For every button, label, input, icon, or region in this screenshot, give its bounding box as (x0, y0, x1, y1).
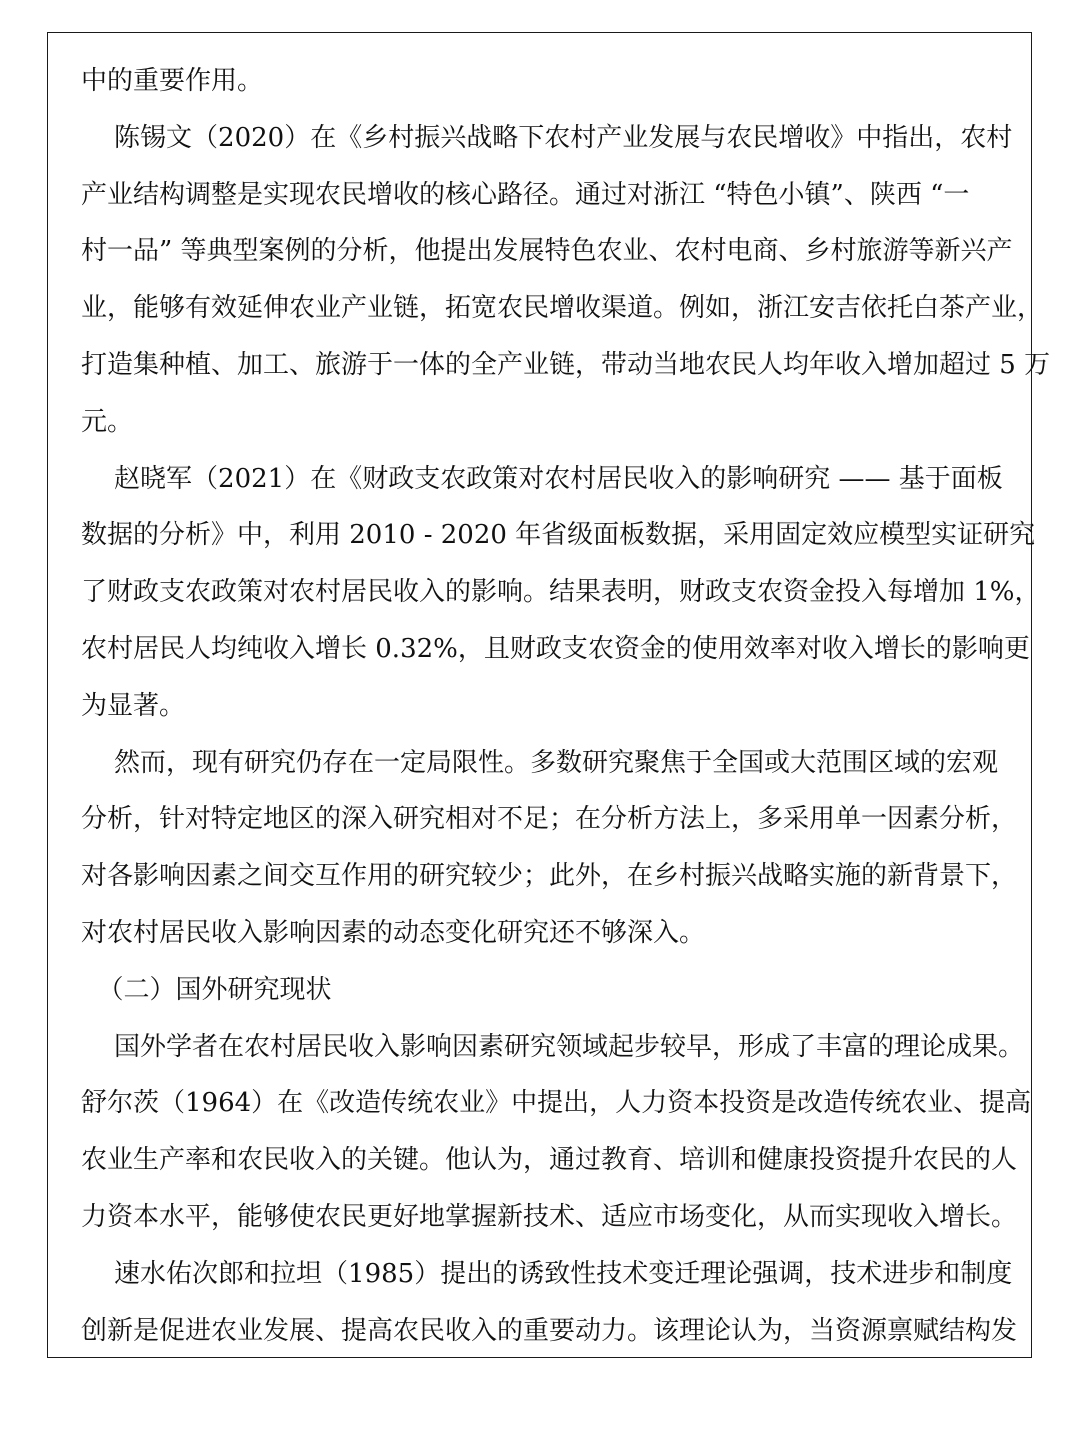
text-line: 为显著。 (81, 690, 186, 721)
text-line: 创新是促进农业发展、提高农民收入的重要动力。该理论认为，当资源禀赋结构发 (81, 1315, 1018, 1346)
text-line: 村一品” 等典型案例的分析，他提出发展特色农业、农村电商、乡村旅游等新兴产 (81, 236, 1013, 267)
section-heading: （二）国外研究现状 (81, 974, 332, 1005)
text-line: 国外学者在农村居民收入影响因素研究领域起步较早，形成了丰富的理论成果。 (81, 1031, 1025, 1062)
text-line: 产业结构调整是实现农民增收的核心路径。通过对浙江 “特色小镇”、陕西 “一 (81, 179, 970, 210)
text-line: 舒尔茨（1964）在《改造传统农业》中提出，人力资本投资是改造传统农业、提高 (81, 1088, 1032, 1119)
text-line: 陈锡文（2020）在《乡村振兴战略下农村产业发展与农民增收》中指出，农村 (81, 122, 1013, 153)
text-line: 分析，针对特定地区的深入研究相对不足；在分析方法上，多采用单一因素分析， (81, 804, 1018, 835)
text-line: 力资本水平，能够使农民更好地掌握新技术、适应市场变化，从而实现收入增长。 (81, 1201, 1018, 1232)
text-line: 对各影响因素之间交互作用的研究较少；此外，在乡村振兴战略实施的新背景下， (81, 861, 1018, 892)
text-line: 了财政支农政策对农村居民收入的影响。结果表明，财政支农资金投入每增加 1%， (81, 577, 1041, 608)
text-line: 数据的分析》中，利用 2010 - 2020 年省级面板数据，采用固定效应模型实证研究 (81, 520, 1036, 551)
text-line: 速水佑次郎和拉坦（1985）提出的诱致性技术变迁理论强调，技术进步和制度 (81, 1258, 1013, 1289)
text-line: 元。 (81, 406, 134, 437)
text-line: 然而，现有研究仍存在一定局限性。多数研究聚焦于全国或大范围区域的宏观 (81, 747, 999, 778)
text-line: 中的重要作用。 (81, 66, 264, 96)
document-body (81, 53, 1051, 1359)
text-line: 农业生产率和农民收入的关键。他认为，通过教育、培训和健康投资提升农民的人 (81, 1145, 1018, 1176)
text-line: 业，能够有效延伸农业产业链，拓宽农民增收渠道。例如，浙江安吉依托白茶产业， (81, 293, 1044, 324)
text-line: 对农村居民收入影响因素的动态变化研究还不够深入。 (81, 917, 706, 948)
text-line: 打造集种植、加工、旅游于一体的全产业链，带动当地农民人均年收入增加超过 5 万 (81, 349, 1051, 380)
text-line: 农村居民人均纯收入增长 0.32%，且财政支农资金的使用效率对收入增长的影响更 (81, 633, 1030, 664)
text-line: 赵晓军（2021）在《财政支农政策对农村居民收入的影响研究 —— 基于面板 (81, 463, 1003, 494)
